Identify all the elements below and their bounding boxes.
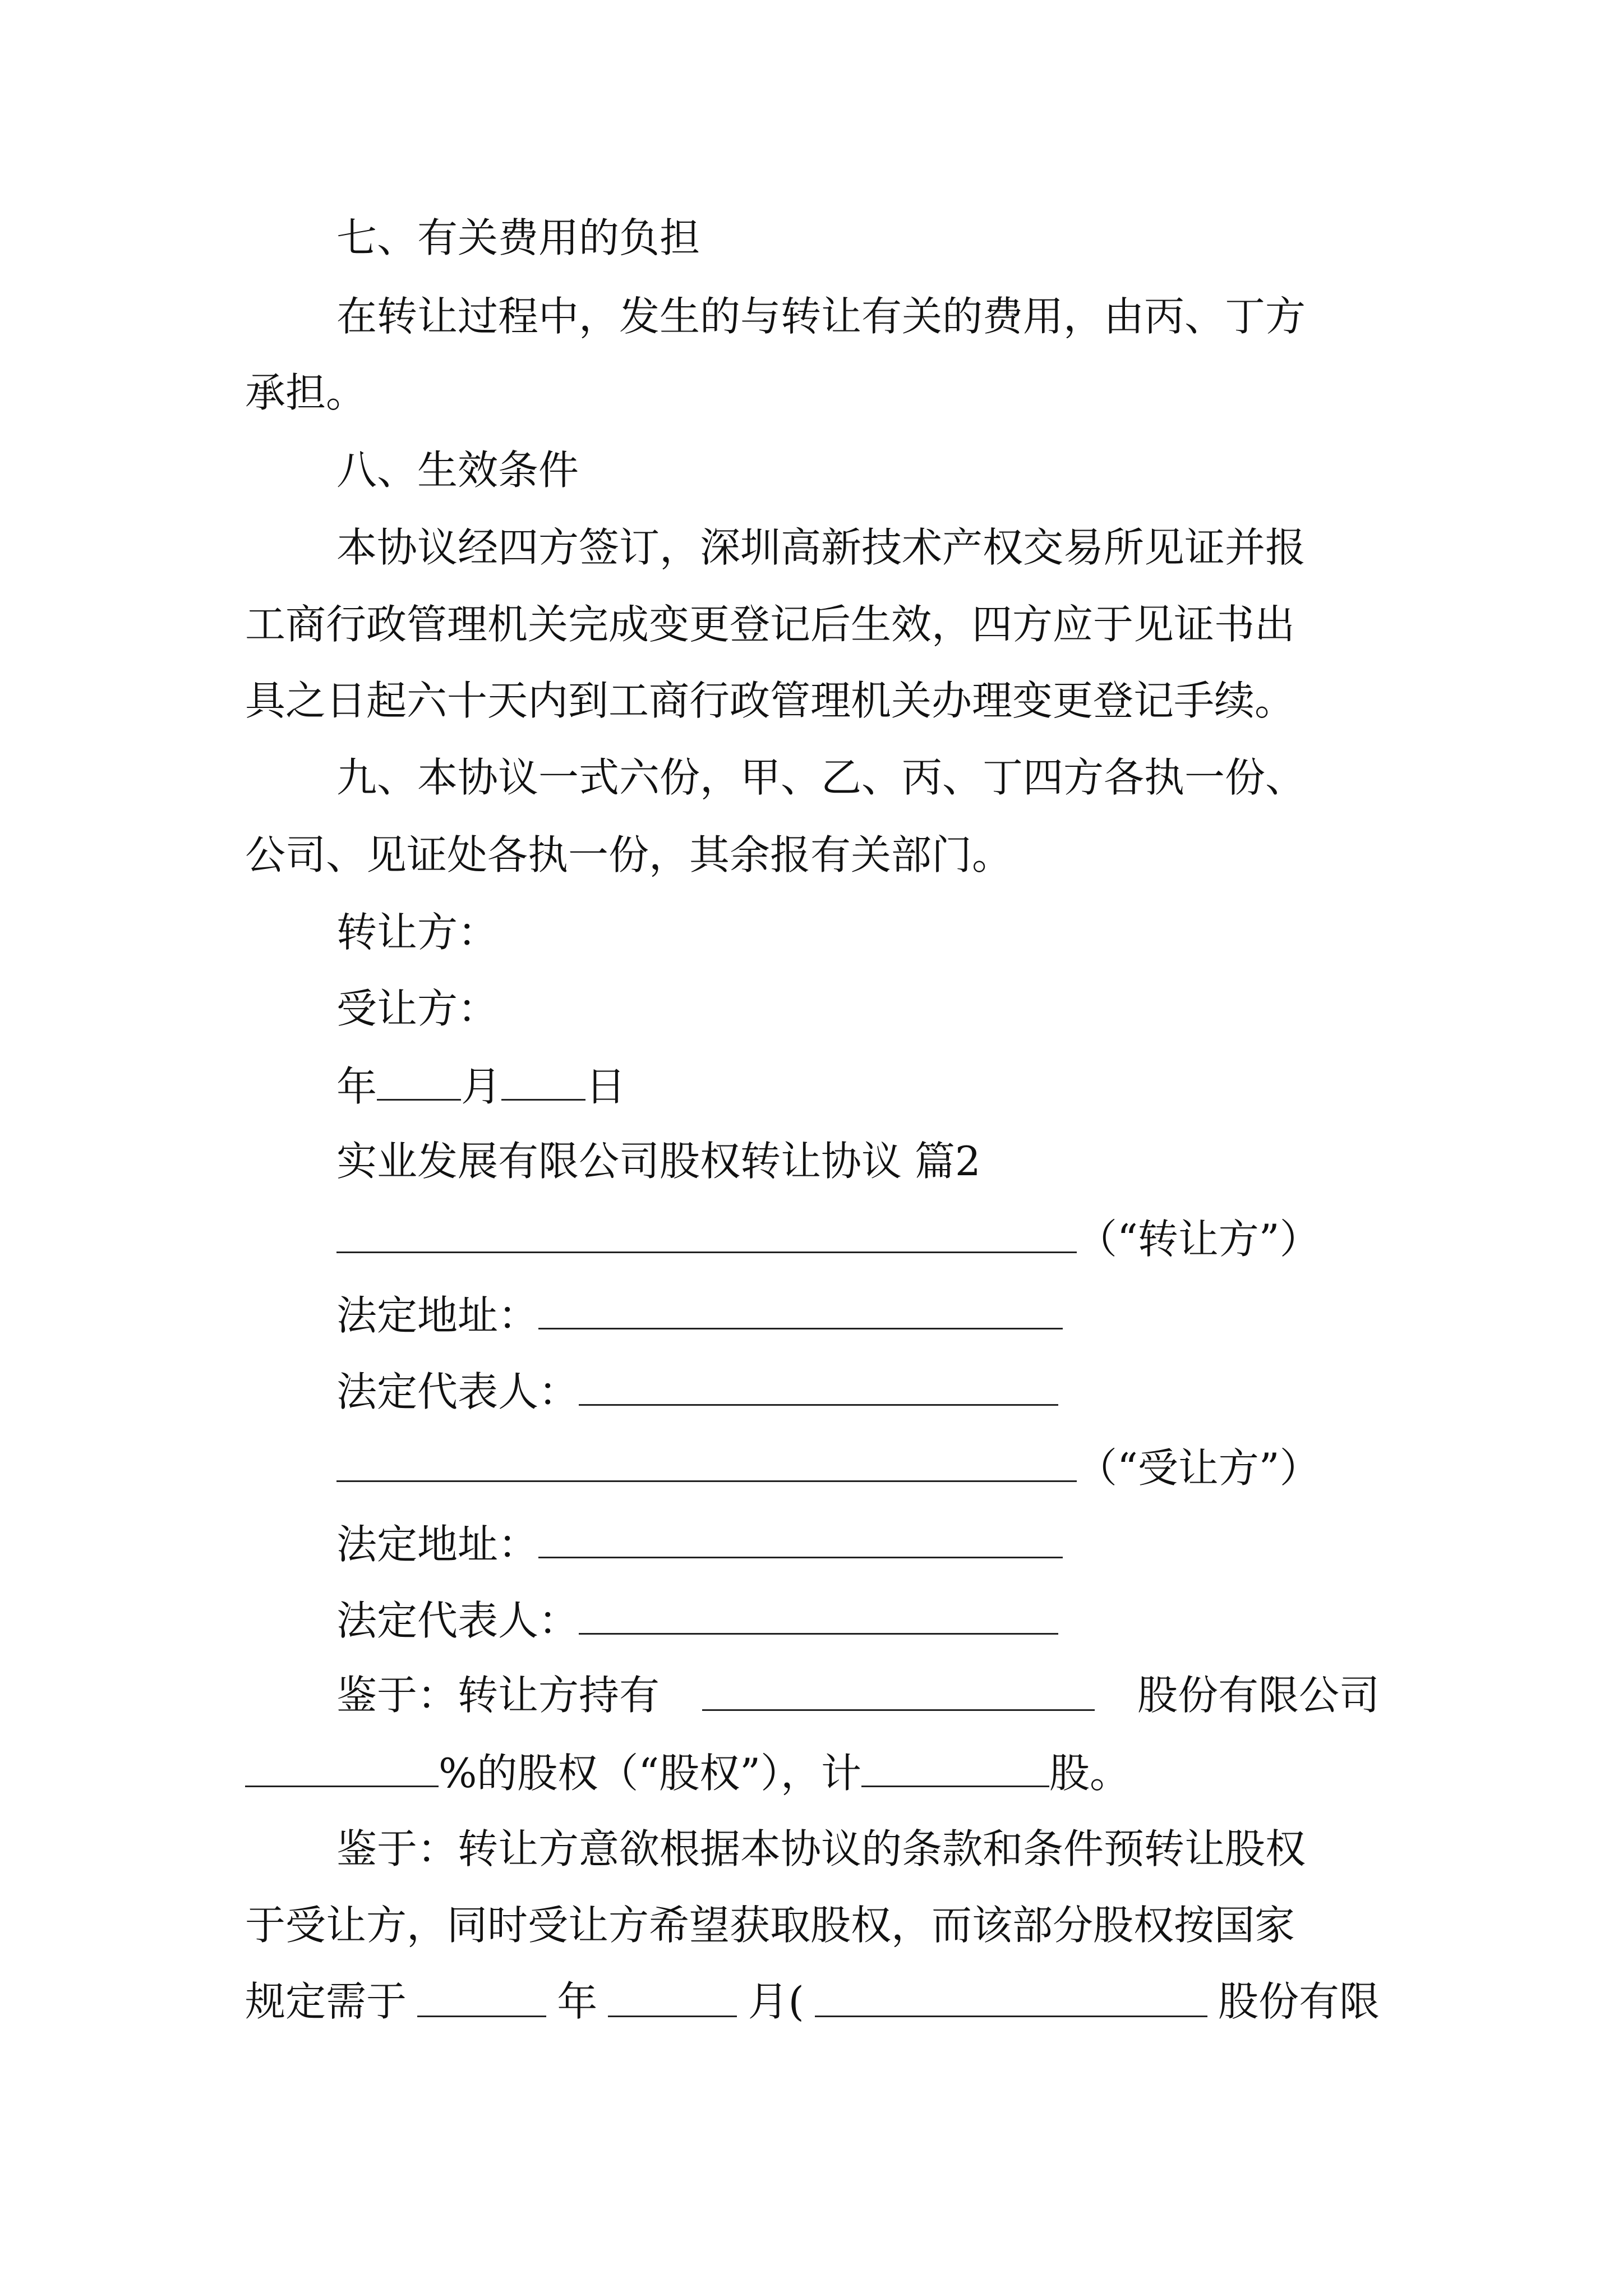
transferee-name-blank [336, 1446, 1077, 1482]
section-9-body-line-2: 公司、见证处各执一份，其余报有关部门。 [245, 831, 1013, 878]
whereas-2-line-2: 于受让方，同时受让方希望获取股权，而该部分股权按国家 [245, 1902, 1295, 1949]
transferor-label: 转让方： [336, 909, 499, 956]
date-line [336, 1063, 626, 1111]
transferor-address-blank [538, 1294, 1063, 1329]
whereas-2-line-3 [245, 1978, 1380, 2025]
transferor-tag: （“转让方”） [1077, 1216, 1320, 1263]
company-name-blank [702, 1675, 1095, 1711]
transferor-name-blank [336, 1217, 1077, 1253]
whereas-1-line-2 [245, 1750, 1131, 1797]
whereas-1-lead: 鉴于：转让方持有 [336, 1672, 660, 1719]
transferor-rep-label: 法定代表人： [336, 1368, 579, 1416]
section-8-title: 八、生效条件 [336, 447, 579, 494]
part2-heading: 实业发展有限公司股权转让协议 篇2 [336, 1138, 981, 1185]
transferee-rep-blank [579, 1599, 1058, 1635]
percent-blank [245, 1751, 439, 1787]
date-year-label: 年 [336, 1063, 377, 1111]
transferee-address-blank [538, 1522, 1063, 1558]
section-8-body-line-2: 工商行政管理机关完成变更登记后生效，四方应于见证书出 [245, 601, 1295, 648]
transferee-address-line [336, 1521, 1063, 1568]
section-9-body-line-1: 九、本协议一式六份，甲、乙、丙、丁四方各执一份、 [336, 754, 1306, 801]
whereas-month-blank [608, 1981, 737, 2017]
whereas-2-company-suffix: 股份有限 [1218, 1978, 1380, 2025]
transferee-rep-label: 法定代表人： [336, 1597, 579, 1645]
section-8-body-line-1: 本协议经四方签订，深圳高新技术产权交易所见证并报 [336, 524, 1306, 571]
whereas-2-month: 月( [748, 1978, 804, 2025]
transferee-address-label: 法定地址： [336, 1521, 539, 1568]
month-blank [501, 1065, 585, 1101]
year-blank [377, 1065, 461, 1101]
whereas-1-shares-suffix: 股。 [1049, 1750, 1131, 1797]
transferee-name-line [336, 1444, 1320, 1492]
transferee-rep-line [336, 1597, 1058, 1645]
section-8-body-line-3: 具之日起六十天内到工商行政管理机关办理变更登记手续。 [245, 677, 1295, 724]
share-count-blank [861, 1751, 1049, 1787]
whereas-2-line-1: 鉴于：转让方意欲根据本协议的条款和条件预转让股权 [336, 1825, 1306, 1872]
section-7-body-line-2: 承担。 [245, 369, 367, 416]
whereas-2-lead: 规定需于 [245, 1978, 407, 2025]
whereas-2-year: 年 [557, 1978, 598, 2025]
whereas-company-blank [815, 1981, 1207, 2017]
whereas-year-blank [417, 1981, 546, 2017]
transferor-address-line [336, 1292, 1063, 1340]
transferee-tag: （“受让方”） [1077, 1444, 1320, 1492]
whereas-1-company-suffix: 股份有限公司 [1137, 1672, 1380, 1719]
transferee-label: 受让方： [336, 985, 499, 1032]
section-7-title: 七、有关费用的负担 [336, 214, 700, 261]
transferor-rep-blank [579, 1370, 1058, 1406]
date-day-label: 日 [585, 1063, 626, 1111]
whereas-1-line-1 [336, 1672, 1380, 1719]
transferor-address-label: 法定地址： [336, 1292, 539, 1340]
transferor-rep-line [336, 1368, 1058, 1416]
date-month-label: 月 [461, 1063, 502, 1111]
section-7-body-line-1: 在转让过程中，发生的与转让有关的费用，由丙、丁方 [336, 293, 1306, 340]
whereas-1-percent-text: %的股权（“股权”），计 [439, 1750, 862, 1797]
transferor-name-line [336, 1216, 1320, 1263]
